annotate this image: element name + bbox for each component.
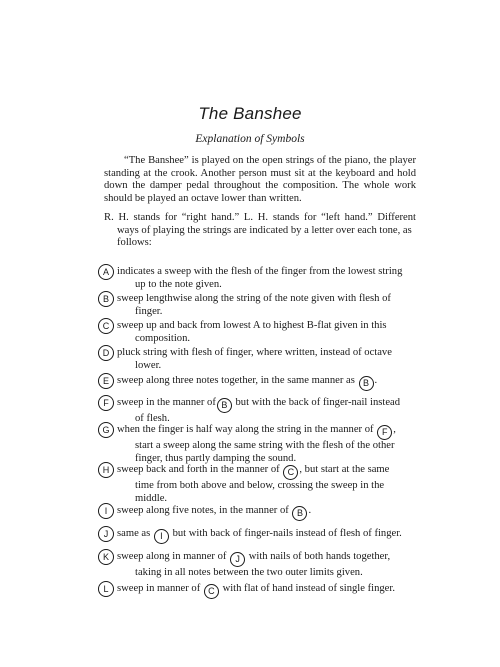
symbol-text-cont: taking in all notes between the two outer limits given. <box>135 567 363 578</box>
symbol-ref-badge: J <box>230 552 245 567</box>
symbol-text: indicates a sweep with the flesh of the finger from the lowest string <box>117 266 403 277</box>
symbol-item-j <box>98 528 418 544</box>
page-title: The Banshee <box>198 104 302 123</box>
symbol-badge: J <box>98 526 114 542</box>
symbol-text: sweep back and forth in the manner of <box>117 464 280 475</box>
symbol-text-post: . <box>308 505 312 516</box>
symbol-item-e <box>98 375 418 391</box>
symbol-badge: H <box>98 462 114 478</box>
symbol-item-c <box>98 320 418 346</box>
symbol-ref-badge: B <box>359 376 374 391</box>
symbol-item-i <box>98 505 418 521</box>
symbol-text-cont: finger. <box>135 305 163 317</box>
symbol-item-l <box>98 583 418 599</box>
symbol-text: sweep lengthwise along the string of the note given with flesh of <box>117 293 391 304</box>
symbol-text-post: but with the back of finger-nail instead <box>235 397 401 408</box>
symbol-text-cont: lower. <box>135 359 162 371</box>
symbol-item-b <box>98 293 418 319</box>
symbol-text-cont: time from both above and below, crossing the sweep in the middle. <box>135 480 385 504</box>
hand-note-line1: R. H. stands for “right hand.” L. H. stands for “left hand.” Different <box>104 212 416 223</box>
symbol-text: when the finger is half way along the string in the manner of <box>117 424 374 435</box>
intro-paragraph: “The Banshee” is played on the open strings of the piano, the player standing at the crook. Another person must sit at the keyboard and hold down the damper pedal throughout the composition. The whole work should be played an octave lower than written. <box>104 155 416 204</box>
hand-note-paragraph <box>104 212 416 250</box>
symbol-ref-badge: C <box>204 584 219 599</box>
symbol-text-post: , <box>393 424 396 435</box>
symbol-badge: C <box>98 318 114 334</box>
symbol-ref-badge: F <box>377 425 392 440</box>
symbol-ref-badge: I <box>154 529 169 544</box>
symbol-ref-badge: B <box>292 506 307 521</box>
symbol-item-a <box>98 266 418 292</box>
symbol-text-post: , but start at the same <box>299 464 390 475</box>
symbol-badge: F <box>98 395 114 411</box>
symbol-text-post: with flat of hand instead of single finger. <box>222 583 395 594</box>
symbol-text: pluck string with flesh of finger, where written, instead of octave <box>117 347 392 358</box>
symbol-badge: K <box>98 549 114 565</box>
symbol-item-h <box>98 464 418 506</box>
symbol-ref-badge: C <box>283 465 298 480</box>
symbol-text: sweep along in manner of <box>117 551 227 562</box>
symbol-text: sweep along three notes together, in the same manner as <box>117 375 355 386</box>
symbol-text-post: . <box>374 375 378 386</box>
page-subtitle: Explanation of Symbols <box>195 133 305 145</box>
symbol-text-post: but with back of finger-nails instead of flesh of finger. <box>172 528 402 539</box>
symbol-item-g <box>98 424 418 466</box>
symbol-badge: B <box>98 291 114 307</box>
symbol-badge: A <box>98 264 114 280</box>
symbol-text-post: with nails of both hands together, <box>248 551 391 562</box>
symbol-text-cont: up to the note given. <box>135 278 222 290</box>
symbol-text: same as <box>117 528 151 539</box>
symbol-text: sweep along five notes, in the manner of <box>117 505 289 516</box>
symbol-item-k <box>98 551 418 580</box>
symbol-badge: I <box>98 503 114 519</box>
symbol-item-f <box>98 397 418 426</box>
symbol-text: sweep up and back from lowest A to highest B-flat given in this <box>117 320 387 331</box>
symbol-badge: E <box>98 373 114 389</box>
symbol-item-d <box>98 347 418 373</box>
symbol-text-cont: start a sweep along the same string with the flesh of the other finger, thus partly damping the sound. <box>135 440 395 464</box>
symbol-badge: D <box>98 345 114 361</box>
symbol-text-cont: of flesh. <box>135 413 170 424</box>
symbol-ref-badge: B <box>217 398 232 413</box>
symbol-badge: G <box>98 422 114 438</box>
symbol-text-cont: composition. <box>135 332 191 344</box>
symbol-badge: L <box>98 581 114 597</box>
hand-note-rest: ways of playing the strings are indicated by a letter over each tone, as follows: <box>117 224 412 249</box>
symbol-text: sweep in the manner of <box>117 397 216 408</box>
symbol-text: sweep in manner of <box>117 583 201 594</box>
